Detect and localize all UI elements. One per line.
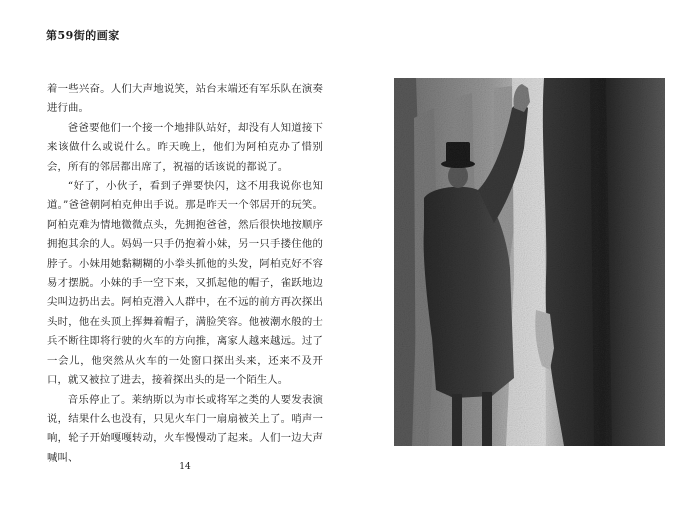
illustration [394,78,665,446]
paragraph: 音乐停止了。莱纳斯以为市长或将军之类的人要发表演说，结果什么也没有，只见火车门一扇扇被关上了。哨声一响，轮子开始嘎嘎转动，火车慢慢动了起来。人们一边大声喊叫、 [47,393,323,464]
body-text [47,80,323,468]
paragraph: “好了，小伙子，看到子弹要快闪，这不用我说你也知道。”爸爸朝阿柏克伸出手说。那是昨天一个邻居开的玩笑。阿柏克难为情地微微点头，先拥抱爸爸，然后很快地按顺序拥抱其余的人。妈妈一只手仍抱着小妹，另一只手搂住他的脖子。小妹用她黏糊糊的小拳头抓他的头发，阿柏克好不容易才摆脱。小妹的手一空下来，又抓起他的帽子，雀跃地边尖叫边扔出去。阿柏克潜入人群中，在不远的前方再次探出头时，他在头顶上挥舞着帽子，满脸笑容。他被潮水般的士兵不断往即将行驶的火车的方向推，离家人越来越远。过了一会儿，他突然从火车的一处窗口探出头来，还来不及开口，就又被拉了进去，接着探出头的是一个陌生人。 [47,180,323,387]
page-number: 14 [179,462,191,472]
paragraph: 爸爸要他们一个接一个地排队站好，却没有人知道接下来该做什么或说什么。昨天晚上，他们为阿柏克办了惜别会，所有的邻居都出席了，祝福的话该说的都说了。 [47,121,323,173]
running-head: 第59街的画家 [46,29,120,42]
paragraph: 着一些兴奋。人们大声地说笑，站台末端还有军乐队在演奏进行曲。 [47,83,323,115]
right-page [350,0,700,507]
hat-brim [441,160,475,168]
main-figure-leg [452,394,462,446]
main-figure-leg [482,392,492,446]
